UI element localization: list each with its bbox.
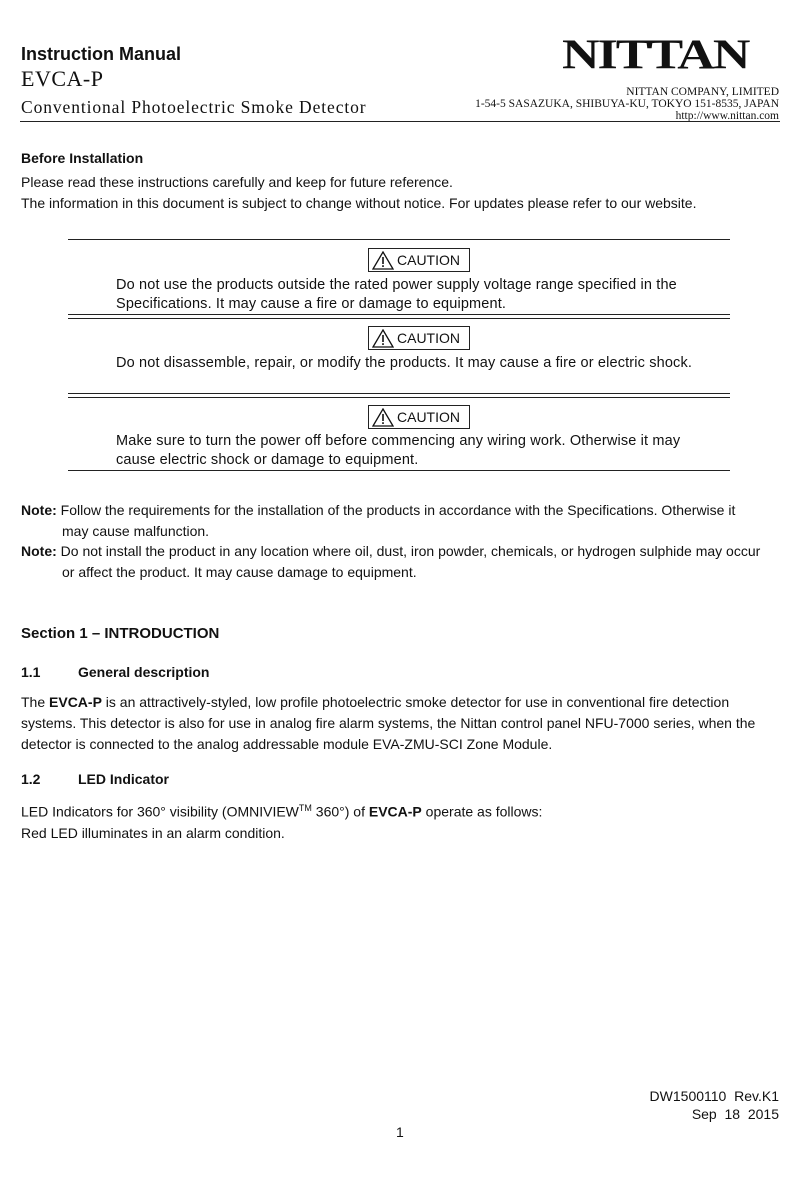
note-text-line-2: or affect the product. It may cause damage to equipment. (62, 564, 417, 580)
subsection-1-2-number: 1.2 (21, 771, 41, 787)
caution-bottom-rule (68, 470, 730, 471)
note-text-line-2: may cause malfunction. (62, 523, 210, 539)
section-1-title: Section 1 – INTRODUCTION (21, 625, 220, 642)
caution-divider (68, 318, 730, 319)
caution-top-rule (68, 239, 730, 240)
page-number: 1 (396, 1124, 404, 1140)
warning-triangle-icon (372, 329, 394, 348)
company-name: NITTAN COMPANY, LIMITED (626, 86, 779, 98)
led-indicator-paragraph (21, 798, 786, 844)
led-part-1: LED Indicators for 360° visibility (OMNIVIEW (21, 803, 299, 820)
gd-line-2: systems. This detector is also for use in analog fire alarm systems, the Nittan control panel NFU-7000 series, when the (21, 715, 756, 731)
document-info (650, 1087, 779, 1123)
subsection-1-1-title: General description (78, 664, 210, 680)
led-part-2: 360°) of (311, 803, 369, 820)
led-part-3: operate as follows: (421, 803, 543, 820)
general-description-paragraph (21, 692, 786, 755)
note-2 (21, 541, 781, 583)
note-label: Note: (21, 543, 57, 559)
gd-pre: The (21, 694, 50, 710)
before-installation-heading: Before Installation (21, 150, 144, 166)
gd-model: EVCA-P (49, 694, 102, 710)
caution-badge (368, 326, 470, 350)
warning-triangle-icon (372, 251, 394, 270)
note-1 (21, 500, 781, 542)
header-divider (20, 121, 780, 122)
trademark: TM (298, 803, 312, 813)
manual-title: Instruction Manual (21, 44, 182, 64)
company-website[interactable]: http://www.nittan.com (675, 110, 779, 122)
nittan-logo: NITTAN (562, 31, 749, 79)
warning-triangle-icon (372, 408, 394, 427)
caution-text: Do not use the products outside the rated power supply voltage range specified in the Specifications. It may cause a fire or damage to equipment. (116, 277, 677, 312)
product-subtitle: Conventional Photoelectric Smoke Detector (21, 97, 367, 117)
note-text-line-1: Follow the requirements for the installation of the products in accordance with the Specifications. Otherwise it (60, 502, 736, 518)
caution-divider (68, 393, 730, 394)
model-name: EVCA-P (21, 66, 104, 91)
document-number: DW1500110 Rev.K1 (649, 1088, 779, 1104)
led-line-2: Red LED illuminates in an alarm condition. (21, 824, 285, 841)
caution-label: CAUTION (397, 330, 460, 346)
caution-text: Do not disassemble, repair, or modify the products. It may cause a fire or electric shock. (116, 355, 693, 371)
note-text-line-1: Do not install the product in any location where oil, dust, iron powder, chemicals, or hydrogen sulphide may occur (60, 543, 761, 559)
company-address: 1-54-5 SASAZUKA, SHIBUYA-KU, TOKYO 151-8535, JAPAN (475, 98, 779, 110)
caution-divider (68, 397, 730, 398)
before-installation-line-1: Please read these instructions carefully and keep for future reference. (21, 174, 453, 190)
caution-label: CAUTION (397, 252, 460, 268)
company-info (475, 86, 779, 122)
caution-divider (68, 314, 730, 315)
caution-text: Make sure to turn the power off before commencing any wiring work. Otherwise it may cause electric shock or damage to equipment. (116, 433, 681, 468)
note-label: Note: (21, 502, 57, 518)
caution-label: CAUTION (397, 409, 460, 425)
caution-badge (368, 248, 470, 272)
subsection-1-1-number: 1.1 (21, 664, 41, 680)
gd-line-3: detector is connected to the analog addressable module EVA-ZMU-SCI Zone Module. (21, 736, 553, 752)
caution-badge (368, 405, 470, 429)
before-installation-line-2: The information in this document is subject to change without notice. For updates please refer to our website. (21, 195, 697, 211)
led-model: EVCA-P (368, 803, 422, 820)
document-date: Sep 18 2015 (691, 1106, 779, 1122)
gd-line-1: is an attractively-styled, low profile photoelectric smoke detector for use in conventional fire detection (101, 694, 730, 710)
subsection-1-2-title: LED Indicator (78, 771, 170, 787)
